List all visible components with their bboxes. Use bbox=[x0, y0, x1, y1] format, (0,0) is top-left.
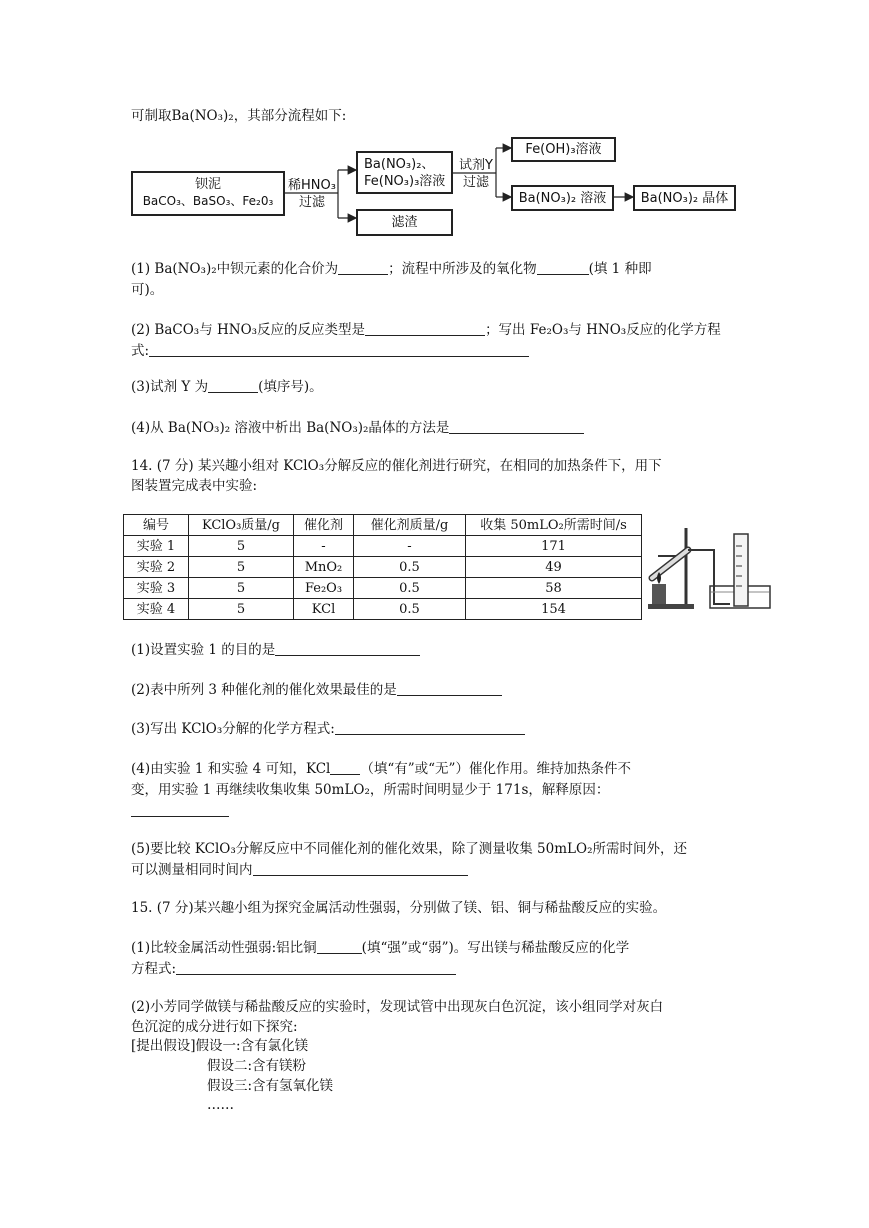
table-row bbox=[124, 578, 642, 599]
table-cell: 171 bbox=[466, 536, 642, 557]
hypothesis-1: 假设一:含有氯化镁 bbox=[195, 1038, 309, 1054]
answer-blank[interactable] bbox=[330, 760, 360, 775]
flow-start-title: 钡泥 bbox=[194, 177, 221, 192]
answer-blank[interactable] bbox=[365, 321, 485, 336]
answer-blank[interactable] bbox=[208, 378, 258, 393]
flow-mix-line1: Ba(NO₃)₂、 bbox=[364, 157, 435, 172]
flow-step1-top: 稀HNO₃ bbox=[288, 178, 336, 193]
flow-crystal: Ba(NO₃)₂ 晶体 bbox=[640, 191, 729, 206]
q14-part5-line2 bbox=[131, 860, 468, 880]
q14-p2: (2)表中所列 3 种催化剂的催化效果最佳的是 bbox=[131, 682, 397, 698]
q14-stem-line2: 图装置完成表中实验: bbox=[131, 478, 258, 494]
q15-p1b: (填“强”或“弱”)。写出镁与稀盐酸反应的化学 bbox=[361, 940, 630, 956]
experiment-table bbox=[123, 514, 642, 620]
hypothesis-ellipsis: …… bbox=[207, 1097, 234, 1113]
hypothesis-2: 假设二:含有镁粉 bbox=[207, 1058, 307, 1074]
table-cell: 0.5 bbox=[354, 599, 466, 620]
table-cell: 0.5 bbox=[354, 557, 466, 578]
table-header: 收集 50mLO₂所需时间/s bbox=[466, 515, 642, 536]
table-cell: 实验 1 bbox=[124, 536, 189, 557]
q13-part3 bbox=[131, 377, 323, 397]
q13-p1a: (1) Ba(NO₃)₂中钡元素的化合价为 bbox=[131, 261, 339, 277]
q13-p2a: (2) BaCO₃与 HNO₃反应的反应类型是 bbox=[131, 322, 366, 338]
answer-blank[interactable] bbox=[338, 260, 388, 275]
flow-step2-top: 试剂Y bbox=[459, 158, 493, 173]
q13-p2b: ；写出 Fe₂O₃与 HNO₃反应的化学方程 bbox=[485, 322, 721, 338]
flow-step1-bottom: 过滤 bbox=[298, 195, 325, 210]
q13-part4 bbox=[131, 418, 584, 438]
answer-blank[interactable] bbox=[335, 720, 525, 735]
hypothesis-3: 假设三:含有氢氧化镁 bbox=[207, 1078, 334, 1094]
q13-part2-line1 bbox=[131, 320, 721, 340]
table-cell: 0.5 bbox=[354, 578, 466, 599]
q14-p1: (1)设置实验 1 的目的是 bbox=[131, 642, 276, 658]
answer-blank[interactable] bbox=[253, 861, 468, 876]
q15-p1c: 方程式: bbox=[131, 961, 177, 977]
table-cell: 实验 3 bbox=[124, 578, 189, 599]
q13-p2c: 式: bbox=[131, 343, 150, 359]
table-cell: 154 bbox=[466, 599, 642, 620]
table-cell: 5 bbox=[189, 599, 294, 620]
q13-p3a: (3)试剂 Y 为 bbox=[131, 379, 209, 395]
flow-step2-bottom: 过滤 bbox=[462, 175, 489, 190]
table-header: 编号 bbox=[124, 515, 189, 536]
flow-start-formula: BaCO₃、BaSO₃、Fe₂0₃ bbox=[142, 194, 274, 208]
q15-part1-line1 bbox=[131, 938, 629, 958]
q13-part1-line1 bbox=[131, 259, 652, 279]
flow-step1-label bbox=[285, 177, 339, 211]
q14-part5-line1: (5)要比较 KClO₃分解反应中不同催化剂的催化效果，除了测量收集 50mLO₂所需时间外，还 bbox=[131, 841, 687, 857]
table-row bbox=[124, 599, 642, 620]
q14-part4-line2: 变，用实验 1 再继续收集收集 50mLO₂，所需时间明显少于 171s，解释原因： bbox=[131, 782, 610, 798]
intro-text: 可制取Ba(NO₃)₂，其部分流程如下: bbox=[131, 108, 347, 124]
q15-part2-line2: 色沉淀的成分进行如下探究: bbox=[131, 1019, 298, 1035]
table-cell: Fe₂O₃ bbox=[294, 578, 354, 599]
flow-precipitate-box bbox=[511, 137, 616, 162]
q14-p4a: (4)由实验 1 和实验 4 可知，KCl bbox=[131, 761, 331, 777]
answer-blank[interactable] bbox=[131, 802, 229, 817]
apparatus-illustration bbox=[644, 520, 774, 612]
hypothesis-label-line bbox=[131, 1036, 308, 1056]
table-header: KClO₃质量/g bbox=[189, 515, 294, 536]
table-cell: 实验 2 bbox=[124, 557, 189, 578]
q15-part1-line2 bbox=[131, 959, 456, 979]
q14-part3 bbox=[131, 719, 525, 739]
table-cell: 实验 4 bbox=[124, 599, 189, 620]
q14-part2 bbox=[131, 680, 502, 700]
table-cell: 5 bbox=[189, 536, 294, 557]
q15-stem: 15. (7 分)某兴趣小组为探究金属活动性强弱，分别做了镁、铝、铜与稀盐酸反应的实验。 bbox=[131, 900, 667, 916]
q13-p3b: (填序号)。 bbox=[258, 379, 323, 395]
table-cell: 5 bbox=[189, 557, 294, 578]
flow-precipitate: Fe(OH)₃溶液 bbox=[525, 142, 602, 157]
hypothesis-label: [提出假设] bbox=[131, 1038, 196, 1054]
flow-residue: 滤渣 bbox=[391, 215, 418, 230]
flow-mix-box bbox=[356, 151, 453, 194]
q14-stem-line1: 14. (7 分) 某兴趣小组对 KClO₃分解反应的催化剂进行研究，在相同的加热条件下，用下 bbox=[131, 458, 662, 474]
q13-p4a: (4)从 Ba(NO₃)₂ 溶液中析出 Ba(NO₃)₂晶体的方法是 bbox=[131, 420, 450, 436]
q13-part1-line2: 可)。 bbox=[131, 282, 164, 298]
answer-blank[interactable] bbox=[176, 960, 456, 975]
flow-step2-label bbox=[453, 157, 499, 191]
table-header-row bbox=[124, 515, 642, 536]
table-header: 催化剂质量/g bbox=[354, 515, 466, 536]
answer-blank[interactable] bbox=[397, 681, 502, 696]
q14-part1 bbox=[131, 640, 420, 660]
flow-residue-box bbox=[356, 209, 453, 236]
answer-blank[interactable] bbox=[275, 641, 420, 656]
table-cell: - bbox=[354, 536, 466, 557]
table-cell: - bbox=[294, 536, 354, 557]
q13-part2-line2 bbox=[131, 341, 529, 361]
flow-crystal-box bbox=[633, 185, 736, 211]
table-cell: 49 bbox=[466, 557, 642, 578]
flow-start-box bbox=[131, 171, 285, 216]
table-row bbox=[124, 557, 642, 578]
flow-solution-box bbox=[511, 185, 614, 211]
q15-part2-line1: (2)小芳同学做镁与稀盐酸反应的实验时，发现试管中出现灰白色沉淀，该小组同学对灰白 bbox=[131, 999, 664, 1015]
q13-p1b: ；流程中所涉及的氧化物 bbox=[388, 261, 537, 277]
answer-blank[interactable] bbox=[317, 939, 362, 954]
answer-blank[interactable] bbox=[149, 342, 529, 357]
flow-solution: Ba(NO₃)₂ 溶液 bbox=[518, 191, 607, 206]
q14-p3: (3)写出 KClO₃分解的化学方程式: bbox=[131, 721, 335, 737]
table-cell: 58 bbox=[466, 578, 642, 599]
q13-p1c: (填 1 种即 bbox=[588, 261, 652, 277]
table-cell: KCl bbox=[294, 599, 354, 620]
table-header: 催化剂 bbox=[294, 515, 354, 536]
answer-blank[interactable] bbox=[449, 419, 584, 434]
table-cell: 5 bbox=[189, 578, 294, 599]
q14-p5b: 可以测量相同时间内 bbox=[131, 862, 253, 878]
flow-mix-line2: Fe(NO₃)₃溶液 bbox=[364, 174, 446, 189]
table-row bbox=[124, 536, 642, 557]
q14-part4-line3 bbox=[131, 801, 229, 821]
q15-p1a: (1)比较金属活动性强弱:铝比铜 bbox=[131, 940, 317, 956]
answer-blank[interactable] bbox=[537, 260, 589, 275]
q14-part4-line1 bbox=[131, 759, 631, 779]
table-cell: MnO₂ bbox=[294, 557, 354, 578]
q14-p4b: （填“有”或“无”）催化作用。维持加热条件不 bbox=[360, 761, 631, 777]
